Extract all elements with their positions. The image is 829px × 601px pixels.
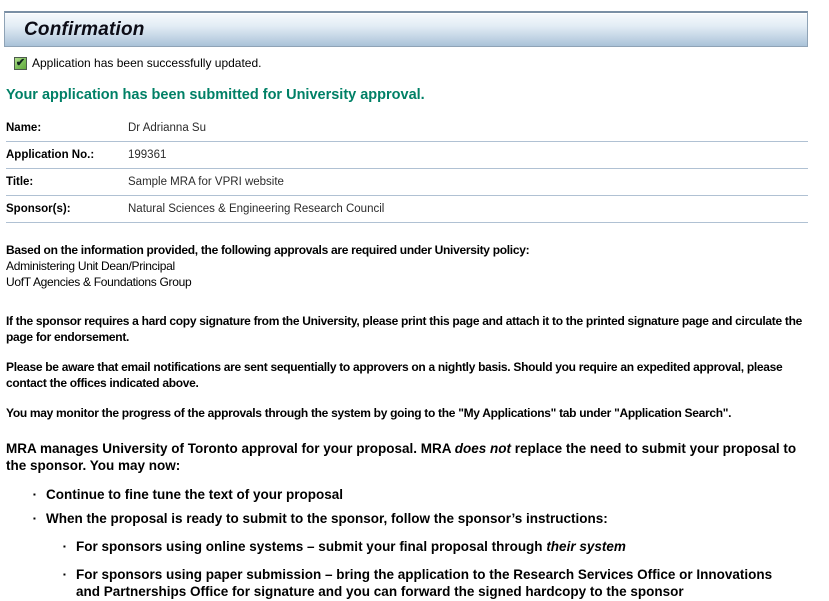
list-item-text: For sponsors using online systems – submit your final proposal through [76, 539, 547, 554]
table-row-application-no [6, 142, 808, 169]
list-item-label: Continue to fine tune the text of your proposal [46, 487, 343, 502]
list-item-label: When the proposal is ready to submit to the sponsor, follow the sponsor’s instructions: [46, 511, 608, 526]
success-checkbox-icon: ✔ [15, 56, 26, 69]
list-item-paper-submission [63, 566, 808, 600]
bullet-icon: ▪ [33, 490, 36, 499]
row-label: Title: [6, 176, 34, 188]
mra-note-italic: does not [454, 441, 512, 456]
application-details-table [6, 115, 808, 223]
page-content [0, 47, 829, 600]
list-item-fine-tune [33, 486, 808, 503]
hard-copy-paragraph: If the sponsor requires a hard copy signature from the University, please print this page and attach it to the printed signature page and circulate the page for endorsement. [6, 314, 802, 344]
table-row-title [6, 169, 808, 196]
list-item-label: For sponsors using paper submission – bring the application to the Research Services Office or Innovations and Partnerships Office for signature and you can forward the signed hardcopy to the sponsor [76, 567, 773, 599]
list-item-online-systems [63, 538, 808, 555]
row-value: 199361 [128, 149, 167, 161]
row-value: Natural Sciences & Engineering Research Council [128, 203, 385, 215]
mra-note-paragraph [6, 440, 798, 474]
list-item-label [76, 538, 626, 555]
status-message: Application has been successfully updated. [32, 56, 262, 70]
row-value: Dr Adrianna Su [128, 122, 206, 134]
mra-note-text: replace the need to submit your proposal to the sponsor. You may now: [6, 441, 797, 473]
email-notice-paragraph: Please be aware that email notifications are sent sequentially to approvers on a nightly basis. Should you require an expedited approval, please contact the offices indicated above. [6, 360, 783, 390]
row-label: Sponsor(s): [6, 203, 71, 215]
approvals-intro: Based on the information provided, the following approvals are required under University policy: [6, 243, 530, 257]
approval-item: UofT Agencies & Foundations Group [6, 275, 192, 289]
list-item-italic: their system [546, 539, 626, 554]
bullet-icon: ▪ [63, 542, 66, 551]
row-label: Name: [6, 122, 42, 134]
bullet-icon: ▪ [33, 514, 36, 523]
status-message-row [14, 56, 808, 70]
table-row-name [6, 115, 808, 142]
row-label: Application No.: [6, 149, 95, 161]
mra-note-text: MRA manages University of Toronto approval for your proposal. MRA [6, 441, 455, 456]
list-item-ready-to-submit [33, 510, 808, 527]
monitor-paragraph: You may monitor the progress of the approvals through the system by going to the "My Applications" tab under "Application Search". [6, 406, 732, 420]
table-row-sponsors [6, 196, 808, 223]
approval-item: Administering Unit Dean/Principal [6, 259, 175, 273]
submission-heading: Your application has been submitted for University approval. [6, 87, 425, 103]
page-title-bar [4, 11, 808, 47]
page-title: Confirmation [24, 18, 145, 40]
row-value: Sample MRA for VPRI website [128, 176, 284, 188]
bullet-icon: ▪ [63, 570, 66, 579]
required-approvals-block [6, 242, 808, 290]
